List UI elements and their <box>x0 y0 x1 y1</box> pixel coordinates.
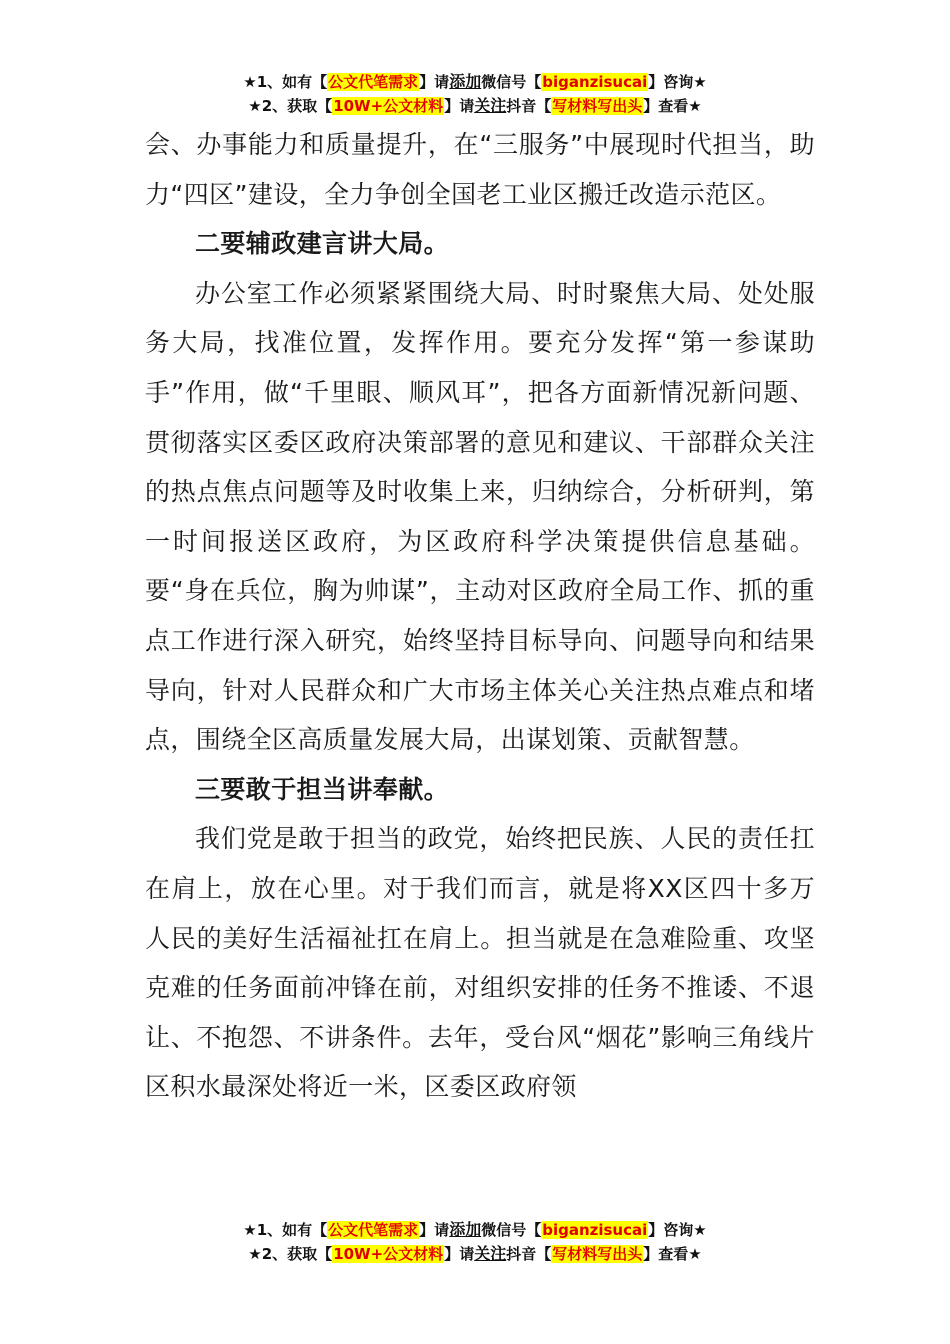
section-heading-3: 三要敢于担当讲奉献。 <box>195 774 450 804</box>
banner-text: 】查看★ <box>643 1245 702 1263</box>
banner-text: 】请 <box>444 1245 475 1263</box>
banner-text: 抖音【 <box>506 1245 552 1263</box>
section-heading-2: 二要辅政建言讲大局。 <box>195 229 450 259</box>
banner-text: 微信号【 <box>481 1221 542 1239</box>
banner-highlight: 公文代笔需求 <box>328 1221 419 1239</box>
banner-text: ★1、如有【 <box>243 73 328 91</box>
footer-banner <box>0 1218 950 1266</box>
paragraph-1: 会、办事能力和质量提升，在“三服务”中展现时代担当，助力“四区”建设，全力争创全国老工业区搬迁改造示范区。 <box>145 130 815 209</box>
banner-text: 】请 <box>419 1221 450 1239</box>
banner-line-2 <box>0 94 950 118</box>
banner-highlight: biganzisucai <box>542 73 648 91</box>
header-banner <box>0 70 950 118</box>
banner-text: 抖音【 <box>506 97 552 115</box>
banner-text: ★1、如有【 <box>243 1221 328 1239</box>
banner-line-2 <box>0 1242 950 1266</box>
banner-highlight: 公文代笔需求 <box>328 73 419 91</box>
banner-text: 】咨询★ <box>648 73 707 91</box>
banner-text: ★2、获取【 <box>248 97 333 115</box>
banner-highlight: 写材料写出头 <box>552 97 643 115</box>
banner-highlight: biganzisucai <box>542 1221 648 1239</box>
document-body <box>145 120 815 1112</box>
banner-underlined: 关注 <box>474 96 507 115</box>
banner-text: 】查看★ <box>643 97 702 115</box>
paragraph-3: 我们党是敢于担当的政党，始终把民族、人民的责任扛在肩上，放在心里。对于我们而言，就是将XX区四十多万人民的美好生活福祉扛在肩上。担当就是在急难险重、攻坚克难的任务面前冲锋在前，对组织安排的任务不推诿、不退让、不抱怨、不讲条件。去年，受台风“烟花”影响三角线片区积水最深处将近一米，区委区政府领 <box>145 824 815 1102</box>
banner-highlight: 10W+公文材料 <box>333 1245 444 1263</box>
banner-text: 】咨询★ <box>648 1221 707 1239</box>
banner-highlight: 写材料写出头 <box>552 1245 643 1263</box>
banner-line-1 <box>0 1218 950 1242</box>
banner-line-1 <box>0 70 950 94</box>
banner-highlight: 10W+公文材料 <box>333 97 444 115</box>
banner-text: 】请 <box>419 73 450 91</box>
banner-text: 】请 <box>444 97 475 115</box>
banner-underlined: 添加 <box>449 72 482 91</box>
banner-text: 微信号【 <box>481 73 542 91</box>
banner-underlined: 添加 <box>449 1220 482 1239</box>
banner-text: ★2、获取【 <box>248 1245 333 1263</box>
banner-underlined: 关注 <box>474 1244 507 1263</box>
paragraph-2: 办公室工作必须紧紧围绕大局、时时聚焦大局、处处服务大局，找准位置，发挥作用。要充分发挥“第一参谋助手”作用，做“千里眼、顺风耳”，把各方面新情况新问题、贯彻落实区委区政府决策部署的意见和建议、干部群众关注的热点焦点问题等及时收集上来，归纳综合，分析研判，第一时间报送区政府，为区政府科学决策提供信息基础。要“身在兵位，胸为帅谋”，主动对区政府全局工作、抓的重点工作进行深入研究，始终坚持目标导向、问题导向和结果导向，针对人民群众和广大市场主体关心关注热点难点和堵点，围绕全区高质量发展大局，出谋划策、贡献智慧。 <box>145 278 815 755</box>
